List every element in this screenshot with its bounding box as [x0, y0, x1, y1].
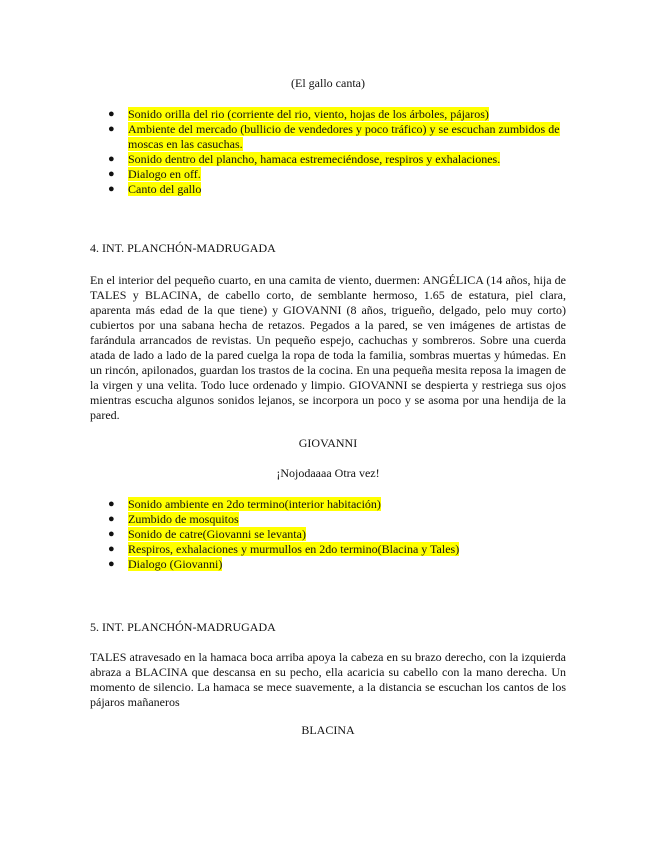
list-item [90, 557, 566, 572]
sound-note: Canto del gallo [128, 182, 202, 196]
sound-note: Zumbido de mosquitos [128, 512, 239, 526]
list-item [90, 107, 566, 122]
sound-note: Dialogo (Giovanni) [128, 557, 223, 571]
bullet-icon: ● [108, 168, 115, 180]
list-item [90, 512, 566, 527]
bullet-icon: ● [108, 123, 115, 135]
list-item [90, 527, 566, 542]
sound-note: Ambiente del mercado (bullicio de vendedores y poco tráfico) y se escuchan zumbidos de moscas en las casuchas. [128, 122, 560, 151]
bullet-icon: ● [108, 528, 115, 540]
sound-list-2 [90, 497, 566, 572]
character-name: GIOVANNI [298, 436, 358, 450]
sound-note: Dialogo en off. [128, 167, 201, 181]
list-item [90, 182, 566, 197]
bullet-icon: ● [108, 543, 115, 555]
list-item [90, 542, 566, 557]
list-item [90, 122, 566, 152]
list-item [90, 152, 566, 167]
scene-heading-4: 4. INT. PLANCHÓN-MADRUGADA [90, 241, 276, 255]
sound-note: Sonido ambiente en 2do termino(interior habitación) [128, 497, 381, 511]
bullet-icon: ● [108, 108, 115, 120]
list-item [90, 497, 566, 512]
bullet-icon: ● [108, 183, 115, 195]
bullet-icon: ● [108, 498, 115, 510]
sound-note: Sonido dentro del plancho, hamaca estremeciéndose, respiros y exhalaciones. [128, 152, 501, 166]
scene-action-4: En el interior del pequeño cuarto, en una camita de viento, duermen: ANGÉLICA (14 años, hija de TALES y BLACINA, de cabello corto, de semblante hermoso, 1.65 de estatura, piel clara, aparenta más edad de la que tiene) y GIOVANNI (8 años, trigueño, delgado, pelo muy corto) cubiertos por una sabana hecha de retazos. Pegados a la pared, se ven imágenes de artistas de farándula arrancados de revistas. Un pequeño espejo, cachuchas y sombreros. Sobre una cuerda atada de lado a lado de la pared cuelga la ropa de toda la familia, sombras muertas y húmedas. En un rincón, apilonados, guardan los trastos de la cocina. En una pequeña mesita reposa la imagen de la virgen y una velita. Todo luce ordenado y limpio. GIOVANNI se despierta y restriega sus ojos mientras escucha algunos sonidos lejanos, se incorpora un poco y se asoma por una hendija de la pared. [90, 273, 566, 422]
scene-heading-5: 5. INT. PLANCHÓN-MADRUGADA [90, 620, 276, 634]
bullet-icon: ● [108, 558, 115, 570]
sound-note: Sonido de catre(Giovanni se levanta) [128, 527, 306, 541]
sound-list-1 [90, 107, 566, 197]
character-name: BLACINA [301, 723, 355, 737]
list-item [90, 167, 566, 182]
sound-note: Sonido orilla del rio (corriente del rio, viento, hojas de los árboles, pájaros) [128, 107, 489, 121]
bullet-icon: ● [108, 153, 115, 165]
bullet-icon: ● [108, 513, 115, 525]
dialogue-line: ¡Nojodaaaa Otra vez! [276, 466, 380, 480]
stage-direction: (El gallo canta) [291, 76, 365, 90]
sound-note: Respiros, exhalaciones y murmullos en 2do termino(Blacina y Tales) [128, 542, 460, 556]
scene-action-5: TALES atravesado en la hamaca boca arriba apoya la cabeza en su brazo derecho, con la izquierda abraza a BLACINA que descansa en su pecho, ella acaricia su cabello con la mano derecha. Un momento de silencio. La hamaca se mece suavemente, a la distancia se escuchan los cantos de los pájaros mañaneros [90, 650, 566, 709]
